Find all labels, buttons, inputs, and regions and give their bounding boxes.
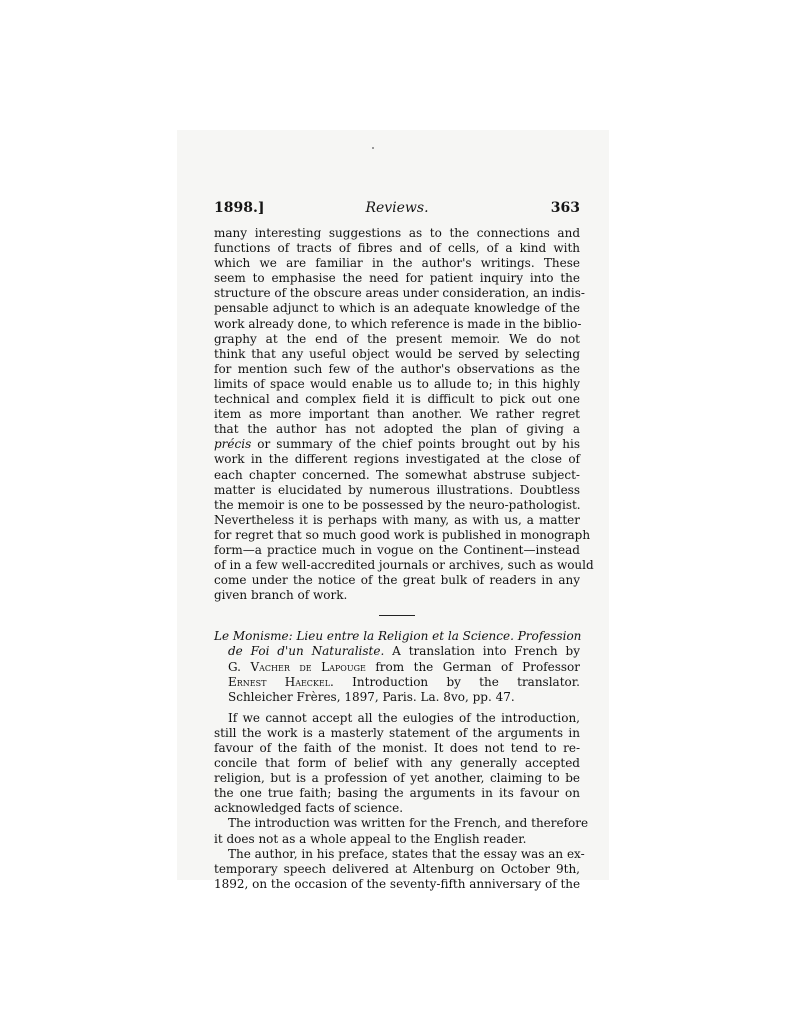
scan-speck — [372, 147, 374, 149]
author-name: Ernest Haeckel. — [228, 674, 334, 689]
text-line: seem to emphasise the need for patient inquiry into the — [214, 271, 580, 286]
review-paragraph — [214, 846, 585, 892]
text-line: If we cannot accept all the eulogies of the introduction, — [228, 710, 580, 725]
citation-line: G. Vacher de Lapouge from the German of Professor — [228, 659, 580, 674]
section-divider — [379, 615, 415, 616]
paragraph-last-line: acknowledged facts of science. — [214, 801, 404, 816]
text-line: many interesting suggestions as to the connections and — [214, 226, 580, 240]
text-line: 1892, on the occasion of the seventy-fifth anniversary of the — [214, 876, 581, 891]
review-paragraph — [214, 816, 589, 831]
text-line: précis or summary of the chief points brought out by his — [214, 437, 580, 452]
text-line: for regret that so much good work is published in monograph — [214, 527, 591, 542]
paragraph-last-line: it does not as a whole appeal to the English reader. — [214, 831, 527, 846]
running-header — [214, 200, 580, 220]
text-line: the memoir is one to be possessed by the neuro-pathologist. — [214, 497, 581, 512]
text-line: the one true faith; basing the arguments in its favour on — [214, 786, 580, 801]
citation-line: Schleicher Frères, 1897, Paris. La. 8vo, pp. 47. — [228, 689, 515, 704]
text-line: The introduction was written for the French, and therefore — [228, 816, 589, 831]
text-line: technical and complex field it is difficult to pick out one — [214, 392, 580, 407]
text-line: of in a few well-accredited journals or archives, such as would — [214, 558, 594, 573]
text-line: functions of tracts of fibres and of cells, of a kind with — [214, 241, 580, 256]
text-line: work in the different regions investigated at the close of — [214, 452, 580, 467]
header-section-title: Reviews. — [365, 200, 429, 216]
header-page-number: 363 — [550, 200, 580, 216]
paragraph-last-line: given branch of work. — [214, 588, 348, 603]
text-line: still the work is a masterly statement of the arguments in — [214, 725, 580, 740]
review-paragraph — [214, 711, 580, 802]
paragraph-continuation — [214, 226, 594, 588]
text-line: graphy at the end of the present memoir. We do not — [214, 331, 580, 346]
text-line: that the author has not adopted the plan of giving a — [214, 422, 580, 437]
text-line: concile that form of belief with any generally accepted — [214, 756, 580, 771]
text-line: for mention such few of the author's observations as the — [214, 361, 580, 376]
text-line: item as more important than another. We rather regret — [214, 407, 580, 422]
text-line: think that any useful object would be served by selecting — [214, 346, 580, 361]
text-line: each chapter concerned. The somewhat abstruse subject- — [214, 467, 580, 482]
citation-line: de Foi d'un Naturaliste. A translation into French by — [228, 644, 580, 659]
text-line: form—a practice much in vogue on the Continent—instead — [214, 542, 580, 557]
text-line: Nevertheless it is perhaps with many, as with us, a matter — [214, 512, 580, 527]
text-line: religion, but is a profession of yet another, claiming to be — [214, 771, 580, 786]
text-line: which we are familiar in the author's writings. These — [214, 256, 580, 271]
text-line: limits of space would enable us to allude to; in this highly — [214, 376, 580, 391]
text-line: temporary speech delivered at Altenburg on October 9th, — [214, 861, 580, 876]
text-line: come under the notice of the great bulk of readers in any — [214, 573, 580, 588]
header-year: 1898.] — [214, 200, 265, 216]
text-line: matter is elucidated by numerous illustrations. Doubtless — [214, 482, 580, 497]
text-line: The author, in his preface, states that the essay was an ex- — [228, 846, 585, 861]
text-line: pensable adjunct to which is an adequate knowledge of the — [214, 301, 580, 316]
citation-line: Ernest Haeckel. Introduction by the translator. — [228, 674, 580, 689]
text-line: structure of the obscure areas under consideration, an indis- — [214, 286, 585, 301]
translator-name: Vacher de Lapouge — [250, 659, 366, 674]
review-citation — [214, 629, 580, 704]
text-line: favour of the faith of the monist. It does not tend to re- — [214, 741, 580, 755]
text-line: work already done, to which reference is made in the biblio- — [214, 316, 582, 331]
page-body — [214, 226, 594, 892]
citation-line: Le Monisme: Lieu entre la Religion et la Science. Profession — [214, 629, 582, 644]
